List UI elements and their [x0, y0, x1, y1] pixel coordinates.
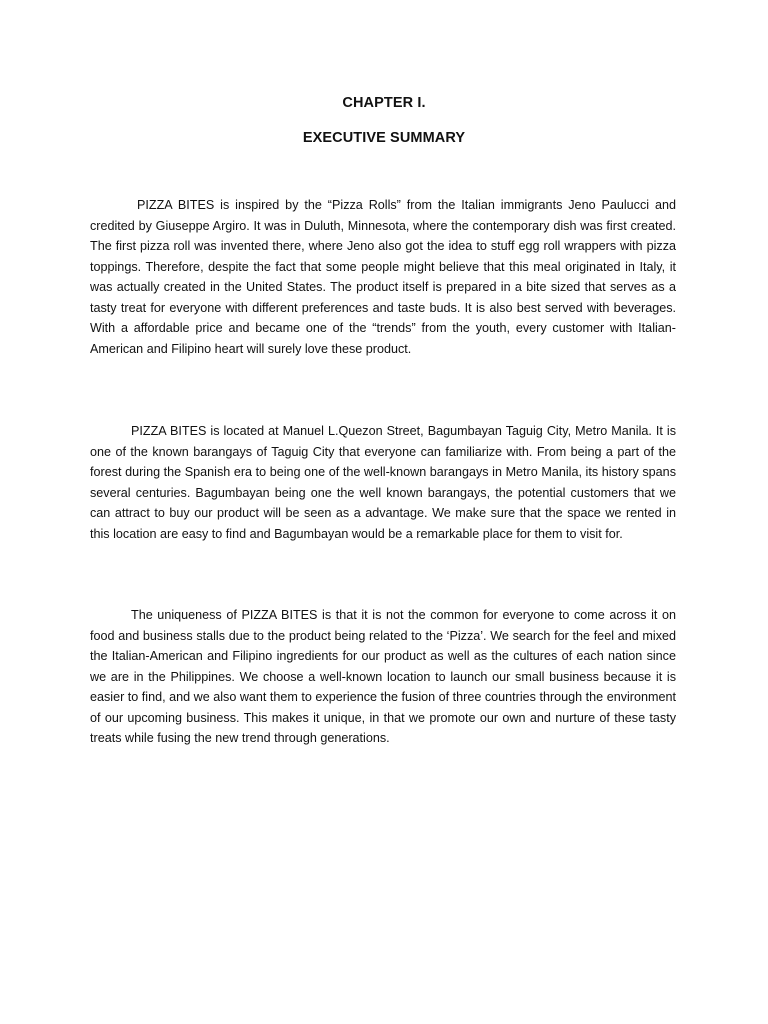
paragraph-uniqueness: The uniqueness of PIZZA BITES is that it is not the common for everyone to come across it on food and business stalls due to the product being related to the ‘Pizza’. We search for the feel and mixed the Italian-American and Filipino ingredients for our product as well as the cultures of each nation since we are in the Philippines. We choose a well-known location to launch our small business because it is easier to find, and we also want them to experience the fusion of three countries through the environment of our upcoming business. This makes it unique, in that we promote our own and nurture of these tasty treats while fusing the new trend through generations. — [90, 608, 676, 745]
section-heading: EXECUTIVE SUMMARY — [302, 130, 466, 146]
chapter-heading: CHAPTER I. — [342, 95, 426, 111]
paragraph-inspiration: PIZZA BITES is inspired by the “Pizza Rolls” from the Italian immigrants Jeno Paulucci and credited by Giuseppe Argiro. It was in Duluth, Minnesota, where the contemporary dish was first created. The first pizza roll was invented there, where Jeno also got the idea to stuff egg roll wrappers with pizza toppings. Therefore, despite the fact that some people might believe that this meal originated in Italy, it was actually created in the United States. The product itself is prepared in a bite sized that serves as a tasty treat for everyone with different preferences and taste buds. It is also best served with beverages. With a affordable price and became one of the “trends” from the youth, every customer with Italian-American and Filipino heart will surely love these product. — [90, 198, 676, 356]
paragraph-location: PIZZA BITES is located at Manuel L.Quezon Street, Bagumbayan Taguig City, Metro Manila. It is one of the known barangays of Taguig City that everyone can familiarize with. From being a part of the forest during the Spanish era to being one of the well-known barangays in Metro Manila, its history spans several centuries. Bagumbayan being one the well known barangays, the potential customers that we can attract to buy our product will be seen as a advantage. We make sure that the space we rented in this location are easy to find and Bagumbayan would be a remarkable place for them to visit for. — [90, 424, 676, 541]
